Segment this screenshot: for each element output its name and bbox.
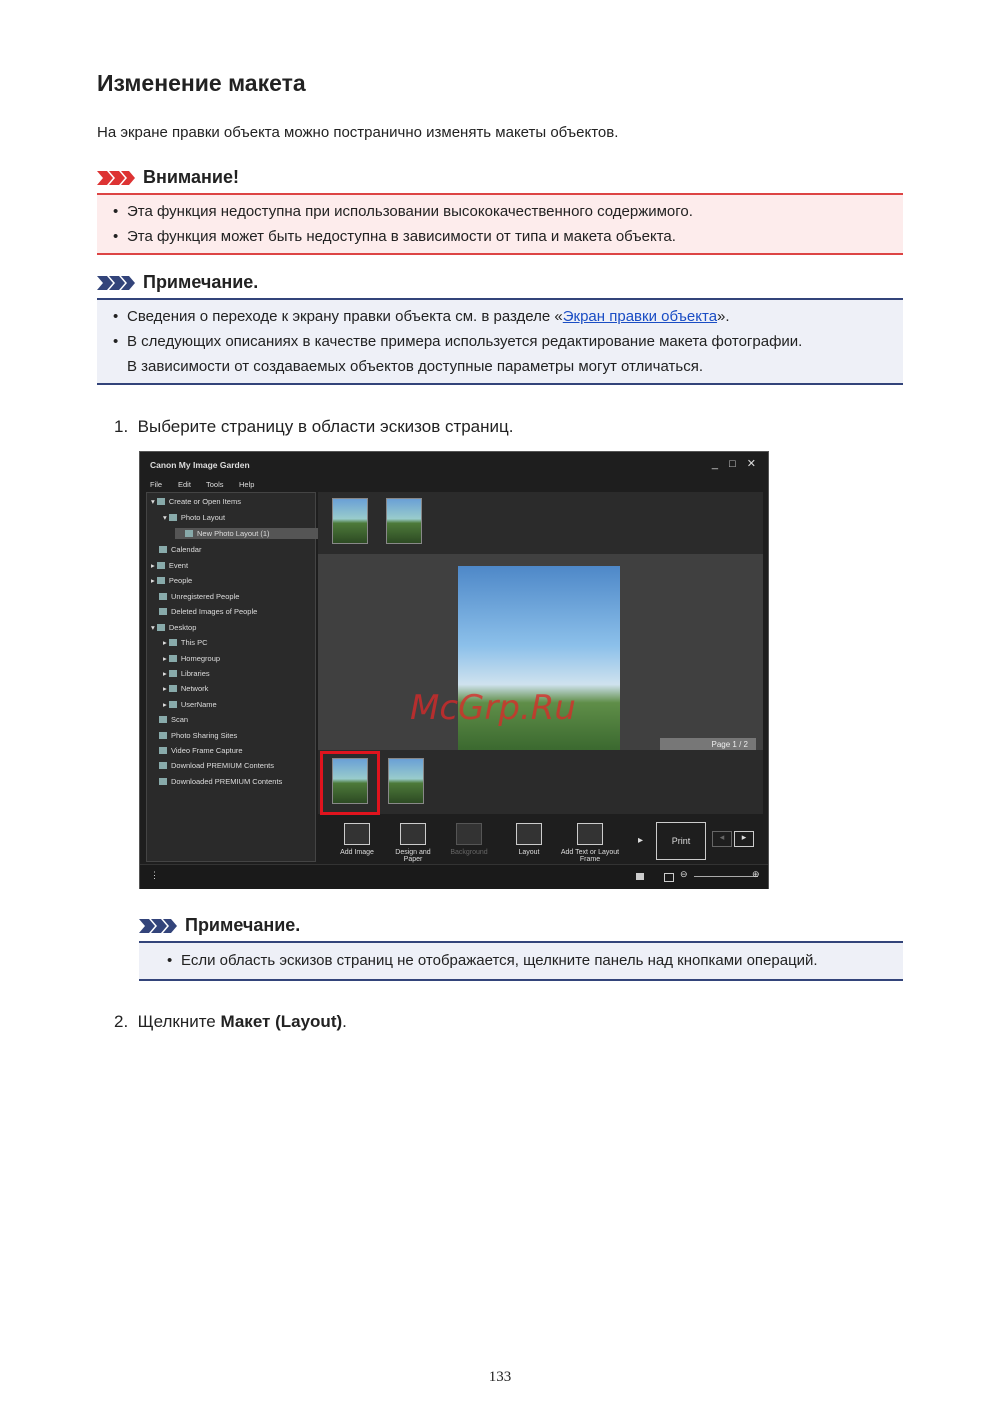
menu-tools[interactable]: Tools xyxy=(206,480,224,489)
page-thumbnails xyxy=(318,750,763,814)
window-controls[interactable]: _ □ ✕ xyxy=(711,458,760,470)
tree-item[interactable]: Calendar xyxy=(159,545,201,554)
page-number: 133 xyxy=(488,1369,512,1385)
note-arrows-icon xyxy=(139,917,179,935)
page-thumbnail-2[interactable] xyxy=(388,758,424,804)
note-heading-2 xyxy=(139,915,300,936)
operation-buttons xyxy=(318,817,763,862)
tree-item[interactable]: ▸ Homegroup xyxy=(163,654,221,663)
tree-item[interactable]: ▸ Event xyxy=(151,561,189,570)
design-paper-icon xyxy=(400,823,426,845)
menu-help[interactable]: Help xyxy=(239,480,255,489)
caution-arrows-icon xyxy=(97,169,137,187)
tree-item[interactable]: Downloaded PREMIUM Contents xyxy=(159,777,282,786)
watermark: McGrp.Ru xyxy=(410,688,576,728)
item-thumbnail[interactable] xyxy=(386,498,422,544)
list-item: • Эта функция недоступна при использовании высококачественного содержимого. xyxy=(113,203,693,220)
note-heading xyxy=(97,272,258,293)
app-screenshot xyxy=(139,451,769,889)
tree-item[interactable]: ▾ Photo Layout xyxy=(163,513,226,522)
menu-edit[interactable]: Edit xyxy=(178,480,191,489)
menu-file[interactable]: File xyxy=(150,480,163,489)
page-title: Изменение макета xyxy=(97,70,306,96)
note-title: Примечание. xyxy=(143,272,259,292)
step-1: 1. Выберите страницу в области эскизов страниц. xyxy=(114,417,514,436)
background-button[interactable]: Background xyxy=(444,823,494,856)
page-indicator: Page 1 / 2 xyxy=(660,738,756,751)
note-box-2 xyxy=(139,941,903,981)
next-page-icon[interactable]: ▸ xyxy=(734,831,754,847)
add-text-icon xyxy=(577,823,603,845)
add-image-icon xyxy=(344,823,370,845)
add-text-button[interactable]: Add Text or Layout Frame xyxy=(560,823,620,863)
layout-button-name: Макет (Layout) xyxy=(220,1012,343,1031)
item-thumbnail[interactable] xyxy=(332,498,368,544)
item-thumbnails xyxy=(318,492,763,554)
tree-item[interactable]: Deleted Images of People xyxy=(159,607,257,616)
list-item: • Сведения о переходе к экрану правки объекта см. в разделе «Экран правки объекта». xyxy=(113,308,730,325)
note-box xyxy=(97,298,903,385)
tree-item[interactable]: Download PREMIUM Contents xyxy=(159,761,274,770)
list-item: • Если область эскизов страниц не отображается, щелкните панель над кнопками операций. xyxy=(167,952,818,969)
more-icon[interactable]: ⋮ xyxy=(150,870,159,880)
tree-item[interactable]: Video Frame Capture xyxy=(159,746,243,755)
zoom-in-icon[interactable]: ⊕ xyxy=(752,869,760,879)
zoom-slider[interactable] xyxy=(694,876,758,877)
tree-item[interactable]: Unregistered People xyxy=(159,592,239,601)
tree-item[interactable]: Photo Sharing Sites xyxy=(159,731,237,740)
intro-text: На экране правки объекта можно постранично изменять макеты объектов. xyxy=(97,124,619,141)
tree-item[interactable]: ▾ Create or Open Items xyxy=(151,497,241,506)
view-icon[interactable] xyxy=(636,873,644,880)
tree-item[interactable]: ▸ Libraries xyxy=(163,669,210,678)
list-item-continuation: В зависимости от создаваемых объектов доступные параметры могут отличаться. xyxy=(127,358,703,375)
caution-title: Внимание! xyxy=(143,167,239,187)
print-button[interactable]: Print xyxy=(656,822,706,860)
tree-item-selected[interactable]: New Photo Layout (1) xyxy=(175,528,323,539)
fit-icon[interactable] xyxy=(664,873,674,882)
tree-item[interactable]: Scan xyxy=(159,715,188,724)
layout-icon xyxy=(516,823,542,845)
layout-button[interactable]: Layout xyxy=(504,823,554,856)
list-item: • Эта функция может быть недоступна в зависимости от типа и макета объекта. xyxy=(113,228,676,245)
tree-item[interactable]: ▾ Desktop xyxy=(151,623,197,632)
status-bar xyxy=(140,864,768,889)
list-item: • В следующих описаниях в качестве примера используется редактирование макета фотографии. xyxy=(113,333,803,350)
caution-box xyxy=(97,193,903,255)
caution-heading xyxy=(97,167,239,188)
scroll-right-icon[interactable]: ▸ xyxy=(638,835,644,846)
tree-item[interactable]: ▸ People xyxy=(151,576,193,585)
note-title-2: Примечание. xyxy=(185,915,301,935)
tree-item[interactable]: ▸ This PC xyxy=(163,638,208,647)
page-thumbnail-1[interactable] xyxy=(332,758,368,804)
edit-screen-link[interactable]: Экран правки объекта xyxy=(562,308,718,325)
app-title: Canon My Image Garden xyxy=(150,460,250,470)
step-2: 2. Щелкните Макет (Layout). xyxy=(114,1012,347,1031)
tree-item[interactable]: ▸ UserName xyxy=(163,700,217,709)
add-image-button[interactable]: Add Image xyxy=(332,823,382,856)
prev-page-icon[interactable]: ◂ xyxy=(712,831,732,847)
sidebar xyxy=(146,492,316,862)
tree-item[interactable]: ▸ Network xyxy=(163,684,209,693)
note-arrows-icon xyxy=(97,274,137,292)
design-paper-button[interactable]: Design and Paper xyxy=(388,823,438,863)
background-icon xyxy=(456,823,482,845)
zoom-out-icon[interactable]: ⊖ xyxy=(680,869,688,879)
